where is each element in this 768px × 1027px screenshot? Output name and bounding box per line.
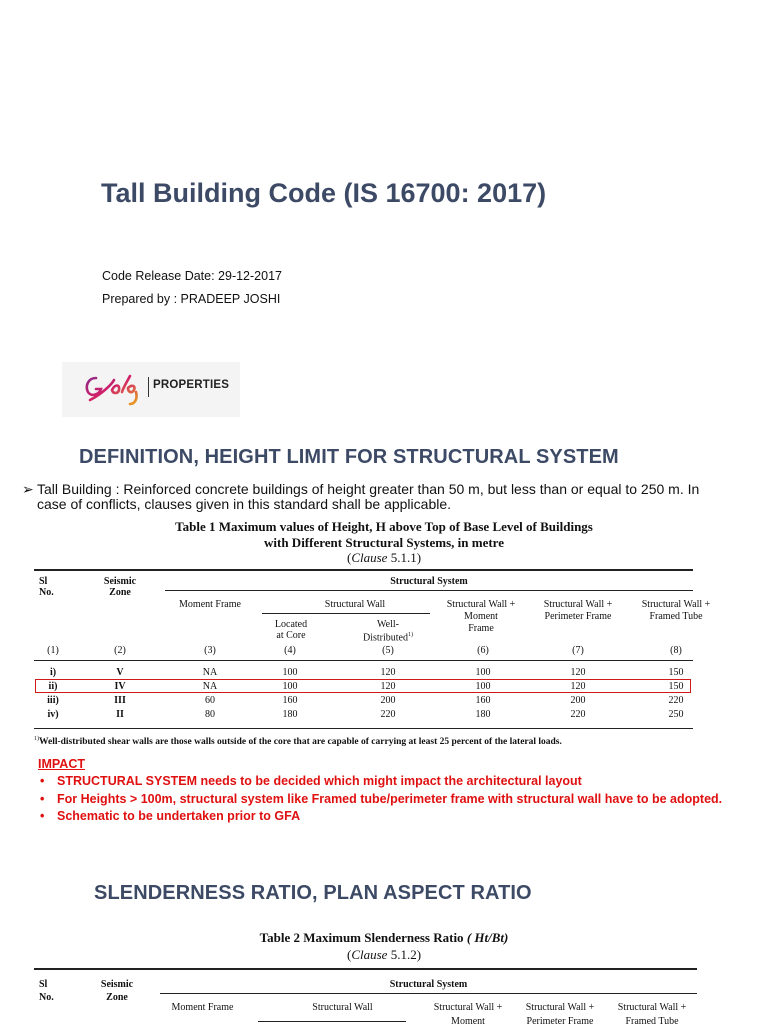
table-cell: 180 <box>475 709 491 720</box>
table-cell: 200 <box>380 695 396 706</box>
table-cell: 160 <box>282 695 298 706</box>
table2-clause: (Clause 5.1.2) <box>346 947 422 962</box>
header-sw-moment-2: Moment <box>464 611 498 622</box>
release-date: Code Release Date: 29-12-2017 <box>102 269 282 283</box>
table1-clause: (Clause 5.1.1) <box>346 550 422 565</box>
table-cell: iv) <box>47 709 59 720</box>
header-sw-moment: Structural Wall + <box>446 599 516 610</box>
distributed-label: Distributed <box>363 632 408 644</box>
t2-header-zone: Zone <box>106 992 128 1003</box>
column-number: (2) <box>114 645 126 656</box>
table2-ratio-label: ( Ht/Bt) <box>466 930 509 945</box>
column-number: (3) <box>204 645 216 656</box>
clause-word: Clause <box>351 550 388 565</box>
table-cell: NA <box>202 681 218 692</box>
header-seismic: Seismic <box>103 576 137 587</box>
footnote-mark: 1) <box>34 736 39 742</box>
header-well: Well- <box>377 619 399 630</box>
table-cell: V <box>116 667 124 678</box>
clause-word: Clause <box>351 947 388 962</box>
table-cell: ii) <box>48 681 58 692</box>
table1-title-line2: with Different Structural Systems, in metre <box>264 535 504 550</box>
table-cell: 220 <box>570 709 586 720</box>
table-cell: IV <box>114 681 126 692</box>
section-heading-height-limit: DEFINITION, HEIGHT LIMIT FOR STRUCTURAL SYSTEM <box>79 446 619 468</box>
table1-title-line1: Table 1 Maximum values of Height, H above Top of Base Level of Buildings <box>175 519 593 534</box>
table-cell: 220 <box>380 709 396 720</box>
section-heading-slenderness: SLENDERNESS RATIO, PLAN ASPECT RATIO <box>94 882 532 904</box>
t2-header-no: No. <box>39 992 54 1003</box>
header-sw-tube: Structural Wall + <box>641 599 711 610</box>
t2-header-sw-tube-2: Framed Tube <box>625 1016 679 1027</box>
table-cell: 250 <box>668 709 684 720</box>
t2-header-sw-moment-2: Moment <box>451 1016 485 1027</box>
header-at-core: at Core <box>276 630 306 641</box>
header-zone: Zone <box>109 587 131 598</box>
bullet-dot-icon: • <box>40 809 45 823</box>
table-cell: 120 <box>570 667 586 678</box>
header-structural-wall: Structural Wall <box>324 599 386 610</box>
column-number: (5) <box>382 645 394 656</box>
table-cell: 60 <box>205 695 215 706</box>
prepared-by: Prepared by : PRADEEP JOSHI <box>102 292 281 306</box>
table-cell: 100 <box>475 681 491 692</box>
table-cell: 120 <box>570 681 586 692</box>
column-number: (6) <box>477 645 489 656</box>
t2-header-seismic: Seismic <box>100 979 134 990</box>
impact-item-text: For Heights > 100m, structural system like Framed tube/perimeter frame with structural wall have to be adopted. <box>57 791 723 806</box>
column-number: (1) <box>47 645 59 656</box>
table-cell: 200 <box>570 695 586 706</box>
header-sw-perimeter: Structural Wall + <box>543 599 613 610</box>
footnote-mark: 1) <box>408 632 413 638</box>
table-cell: 220 <box>668 695 684 706</box>
t2-header-sw-moment: Structural Wall + <box>433 1002 503 1013</box>
definition-text: Tall Building : Reinforced concrete buildings of height greater than 50 m, but less than or equal to 250 m. In case of conflicts, clauses given in this standard shall be applicable. <box>37 481 700 512</box>
header-sw-tube-2: Framed Tube <box>649 611 703 622</box>
table-cell: 150 <box>668 667 684 678</box>
table-cell: II <box>116 709 124 720</box>
bullet-dot-icon: • <box>40 774 45 788</box>
column-number: (7) <box>572 645 584 656</box>
column-number: (4) <box>284 645 296 656</box>
header-sw-perimeter-2: Perimeter Frame <box>544 611 612 622</box>
logo-properties-text: PROPERTIES <box>153 379 230 391</box>
table-cell: 180 <box>282 709 298 720</box>
header-moment-frame: Moment Frame <box>179 599 241 610</box>
table-cell: 160 <box>475 695 491 706</box>
header-no: No. <box>39 587 54 598</box>
table2-title-text: Table 2 Maximum Slenderness Ratio <box>259 930 464 945</box>
table-cell: 100 <box>282 681 298 692</box>
t2-header-sw-perimeter-2: Perimeter Frame <box>526 1016 594 1027</box>
page-title: Tall Building Code (IS 16700: 2017) <box>101 178 547 208</box>
header-sl: Sl <box>39 576 48 587</box>
table-cell: 120 <box>380 667 396 678</box>
table-cell: 100 <box>282 667 298 678</box>
table-cell: NA <box>202 667 218 678</box>
clause-number: 5.1.1 <box>390 550 417 565</box>
t2-header-moment-frame: Moment Frame <box>171 1002 234 1013</box>
header-sw-moment-3: Frame <box>468 623 494 634</box>
table-cell: III <box>114 695 126 706</box>
impact-item-text: Schematic to be undertaken prior to GFA <box>57 809 301 823</box>
t2-header-structural-system: Structural System <box>389 979 468 990</box>
table-cell: 100 <box>475 667 491 678</box>
table-cell: i) <box>49 667 57 678</box>
impact-item-text: STRUCTURAL SYSTEM needs to be decided which might impact the architectural layout <box>57 774 582 788</box>
t2-header-sl: Sl <box>39 979 48 990</box>
bullet-dot-icon: • <box>40 791 45 806</box>
table-cell: iii) <box>47 695 59 706</box>
clause-number: 5.1.2 <box>390 947 417 962</box>
t2-header-sw-perimeter: Structural Wall + <box>525 1002 595 1013</box>
t2-header-sw-tube: Structural Wall + <box>617 1002 687 1013</box>
header-structural-system: Structural System <box>390 576 468 587</box>
table-cell: 120 <box>380 681 396 692</box>
impact-heading: IMPACT <box>38 757 85 771</box>
header-located: Located <box>274 619 308 630</box>
table-cell: 150 <box>668 681 684 692</box>
column-number: (8) <box>670 645 682 656</box>
footnote-text: Well-distributed shear walls are those walls outside of the core that are capable of carrying at least 25 percent of the lateral loads. <box>39 737 562 748</box>
arrow-bullet-icon: ➢ <box>22 481 34 497</box>
table-cell: 80 <box>205 709 215 720</box>
t2-header-structural-wall: Structural Wall <box>312 1002 373 1013</box>
